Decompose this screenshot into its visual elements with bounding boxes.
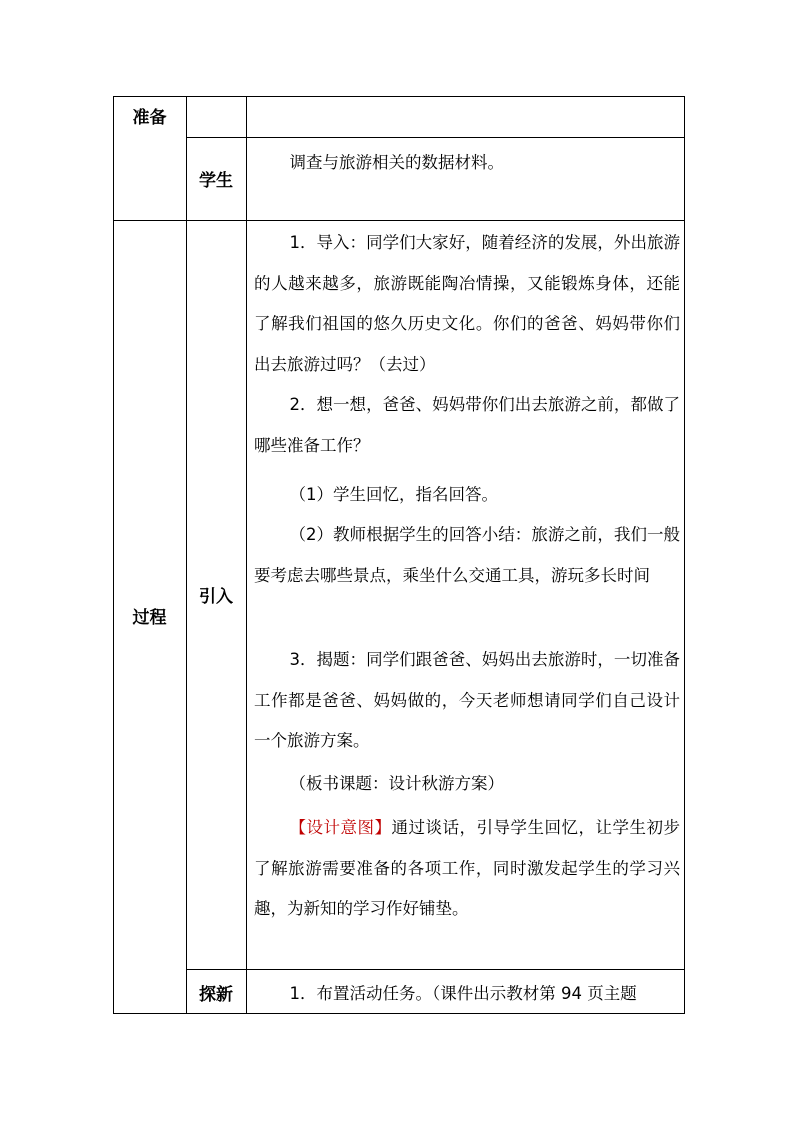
student-prep-text: 调查与旅游相关的数据材料。 <box>289 153 504 172</box>
intro-paragraph-2: 2．想一想，爸爸、妈妈带你们出去旅游之前，都做了哪些准备工作？ <box>254 395 680 455</box>
prepare-label: 准备 <box>132 108 167 128</box>
row-divider-intro-explore <box>186 969 685 970</box>
column-divider-2 <box>246 96 247 1014</box>
table-border-right <box>684 96 685 1014</box>
table-border-top <box>113 96 685 97</box>
intro-paragraph-3: （1）学生回忆，指名回答。 <box>289 485 498 504</box>
intro-label: 引入 <box>199 587 233 607</box>
process-label: 过程 <box>132 608 167 628</box>
row-divider-prepare-process <box>113 220 685 221</box>
design-intent-text: 通过谈话，引导学生回忆，让学生初步了解旅游需要准备的各项工作，同时激发起学生的学习兴趣，为新知的学习作好铺垫。 <box>254 818 681 918</box>
student-label: 学生 <box>199 171 233 191</box>
table-border-left <box>113 96 114 1014</box>
row-divider-prepare-inner <box>186 137 685 138</box>
column-divider-1 <box>186 96 187 1014</box>
explore-text: 1．布置活动任务。（课件出示教材第 94 页主题 <box>289 984 637 1003</box>
explore-label: 探新 <box>199 985 233 1005</box>
intro-paragraph-6: （板书课题：设计秋游方案） <box>289 774 504 793</box>
design-intent-paragraph <box>254 808 680 930</box>
intro-paragraph-1: 1．导入：同学们大家好，随着经济的发展，外出旅游的人越来越多，旅游既能陶冶情操，又能锻炼身体，还能了解我们祖国的悠久历史文化。你们的爸爸、妈妈带你们出去旅游过吗？（去过） <box>254 233 680 374</box>
design-intent-tag: 【设计意图】 <box>289 818 392 837</box>
intro-paragraph-5: 3．揭题：同学们跟爸爸、妈妈出去旅游时，一切准备工作都是爸爸、妈妈做的，今天老师想请同学们自己设计一个旅游方案。 <box>254 650 680 750</box>
intro-paragraph-4: （2）教师根据学生的回答小结：旅游之前，我们一般要考虑去哪些景点，乘坐什么交通工具，游玩多长时间 <box>254 525 680 585</box>
